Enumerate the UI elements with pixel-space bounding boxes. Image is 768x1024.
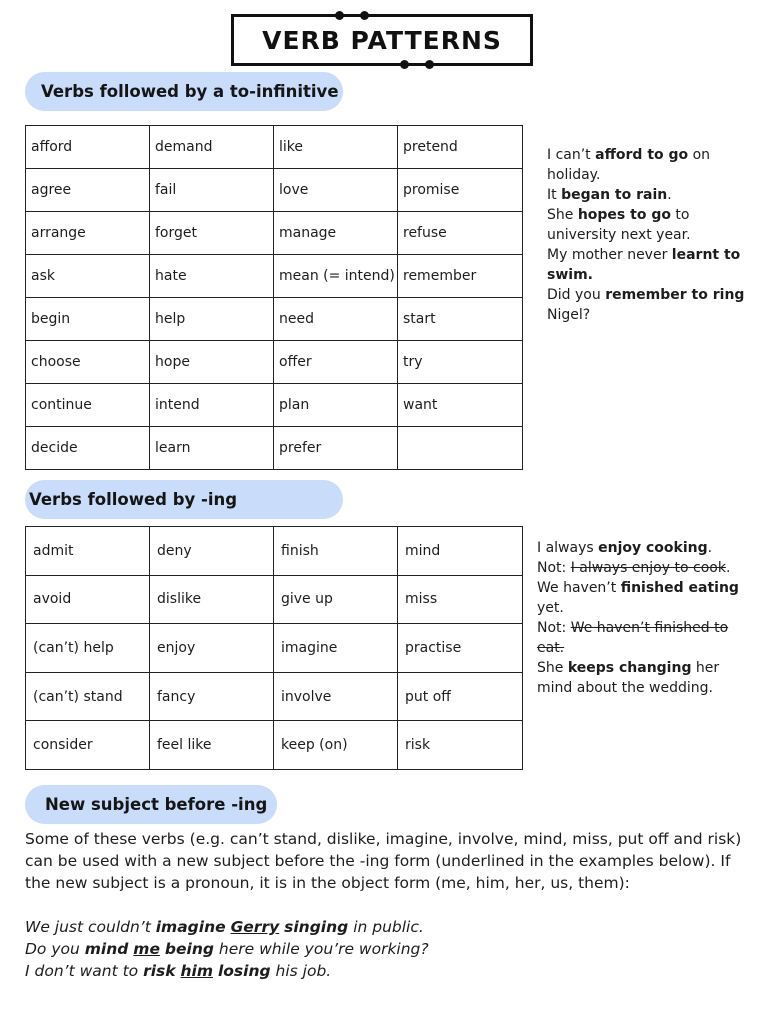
table-cell: risk: [398, 721, 523, 770]
table-cell: miss: [398, 575, 523, 624]
table-cell: remember: [398, 255, 523, 298]
table-cell: prefer: [274, 427, 398, 470]
table-cell: start: [398, 298, 523, 341]
table-cell: learn: [150, 427, 274, 470]
table-cell: agree: [26, 169, 150, 212]
example-sentence: I don’t want to risk him losing his job.: [25, 962, 332, 980]
example-line: We haven’t finished eating: [537, 580, 739, 596]
table-cell: feel like: [150, 721, 274, 770]
example-line: university next year.: [547, 227, 691, 243]
table-cell: promise: [398, 169, 523, 212]
decor-dot: [425, 60, 434, 69]
example-line-incorrect: Not: We haven’t finished to: [537, 620, 729, 636]
table-cell: decide: [26, 427, 150, 470]
example-line: It began to rain.: [547, 187, 672, 203]
table-cell: plan: [274, 384, 398, 427]
table-cell: consider: [26, 721, 150, 770]
section-heading-label: Verbs followed by -ing: [29, 490, 238, 509]
table-cell: fancy: [150, 672, 274, 721]
table-row: [26, 427, 523, 470]
table-cell: hope: [150, 341, 274, 384]
example-line: holiday.: [547, 167, 601, 183]
table-cell: (can’t) help: [26, 624, 150, 673]
table-cell: offer: [274, 341, 398, 384]
paragraph-line: Some of these verbs (e.g. can’t stand, dislike, imagine, involve, mind, miss, put off and risk): [25, 830, 742, 848]
table-cell: mind: [398, 527, 523, 576]
table-cell: involve: [274, 672, 398, 721]
section-heading-new-subject: [25, 785, 277, 824]
table-cell: choose: [26, 341, 150, 384]
table-cell: need: [274, 298, 398, 341]
example-line: Did you remember to ring: [547, 287, 745, 303]
table-cell: keep (on): [274, 721, 398, 770]
section-heading-label: New subject before -ing: [45, 795, 268, 814]
decor-dot: [400, 60, 409, 69]
table-cell: finish: [274, 527, 398, 576]
table-cell: arrange: [26, 212, 150, 255]
example-line: mind about the wedding.: [537, 680, 713, 696]
example-line-incorrect: Not: I always enjoy to cook.: [537, 560, 731, 576]
table-cell: imagine: [274, 624, 398, 673]
section-heading-label: Verbs followed by a to-infinitive: [41, 82, 339, 101]
example-sentence: We just couldn’t imagine Gerry singing in public.: [25, 918, 424, 936]
table-row: [26, 169, 523, 212]
table-cell: (can’t) stand: [26, 672, 150, 721]
table-cell: enjoy: [150, 624, 274, 673]
paragraph-line: the new subject is a pronoun, it is in the object form (me, him, her, us, them):: [25, 874, 630, 892]
example-line: swim.: [547, 267, 593, 283]
table-cell: hate: [150, 255, 274, 298]
table-cell: put off: [398, 672, 523, 721]
table-row: [26, 672, 523, 721]
decor-dot: [335, 11, 344, 20]
section-heading-to-infinitive: [25, 72, 343, 111]
table-cell: help: [150, 298, 274, 341]
table-cell: like: [274, 126, 398, 169]
paragraph-line: can be used with a new subject before the -ing form (underlined in the examples below). If: [25, 852, 731, 870]
table-cell: intend: [150, 384, 274, 427]
table-cell: avoid: [26, 575, 150, 624]
table-row: [26, 212, 523, 255]
ing-examples: [537, 538, 742, 698]
to-infinitive-table: [25, 125, 523, 470]
table-row: [26, 721, 523, 770]
table-cell: admit: [26, 527, 150, 576]
table-cell: want: [398, 384, 523, 427]
table-cell: deny: [150, 527, 274, 576]
table-cell: demand: [150, 126, 274, 169]
table-cell: practise: [398, 624, 523, 673]
example-line: Nigel?: [547, 307, 591, 323]
example-sentence: Do you mind me being here while you’re working?: [25, 940, 429, 958]
table-cell: pretend: [398, 126, 523, 169]
table-cell: begin: [26, 298, 150, 341]
title-box: [231, 14, 533, 66]
example-line: She hopes to go to: [547, 207, 690, 223]
table-row: [26, 384, 523, 427]
to-infinitive-examples: [547, 145, 752, 325]
table-cell: forget: [150, 212, 274, 255]
new-subject-examples: [25, 916, 725, 982]
table-cell: love: [274, 169, 398, 212]
table-row: [26, 341, 523, 384]
example-line: My mother never learnt to: [547, 247, 741, 263]
table-cell: ask: [26, 255, 150, 298]
table-cell: continue: [26, 384, 150, 427]
example-line: I can’t afford to go on: [547, 147, 711, 163]
table-row: [26, 624, 523, 673]
table-cell: try: [398, 341, 523, 384]
page-title: VERB PATTERNS: [262, 25, 502, 55]
table-cell: afford: [26, 126, 150, 169]
table-cell: fail: [150, 169, 274, 212]
explanation-paragraph: [25, 828, 760, 894]
table-row: [26, 298, 523, 341]
table-cell: [398, 427, 523, 470]
example-line-incorrect: eat.: [537, 640, 565, 656]
table-row: [26, 126, 523, 169]
example-line: She keeps changing her: [537, 660, 720, 676]
table-row: [26, 527, 523, 576]
table-row: [26, 575, 523, 624]
section-heading-ing: [25, 480, 343, 519]
example-line: yet.: [537, 600, 564, 616]
table-cell: dislike: [150, 575, 274, 624]
table-row: [26, 255, 523, 298]
table-cell: give up: [274, 575, 398, 624]
example-line: I always enjoy cooking.: [537, 540, 713, 556]
table-cell: mean (= intend): [274, 255, 398, 298]
ing-table: [25, 526, 523, 770]
table-cell: refuse: [398, 212, 523, 255]
decor-dot: [360, 11, 369, 20]
table-cell: manage: [274, 212, 398, 255]
